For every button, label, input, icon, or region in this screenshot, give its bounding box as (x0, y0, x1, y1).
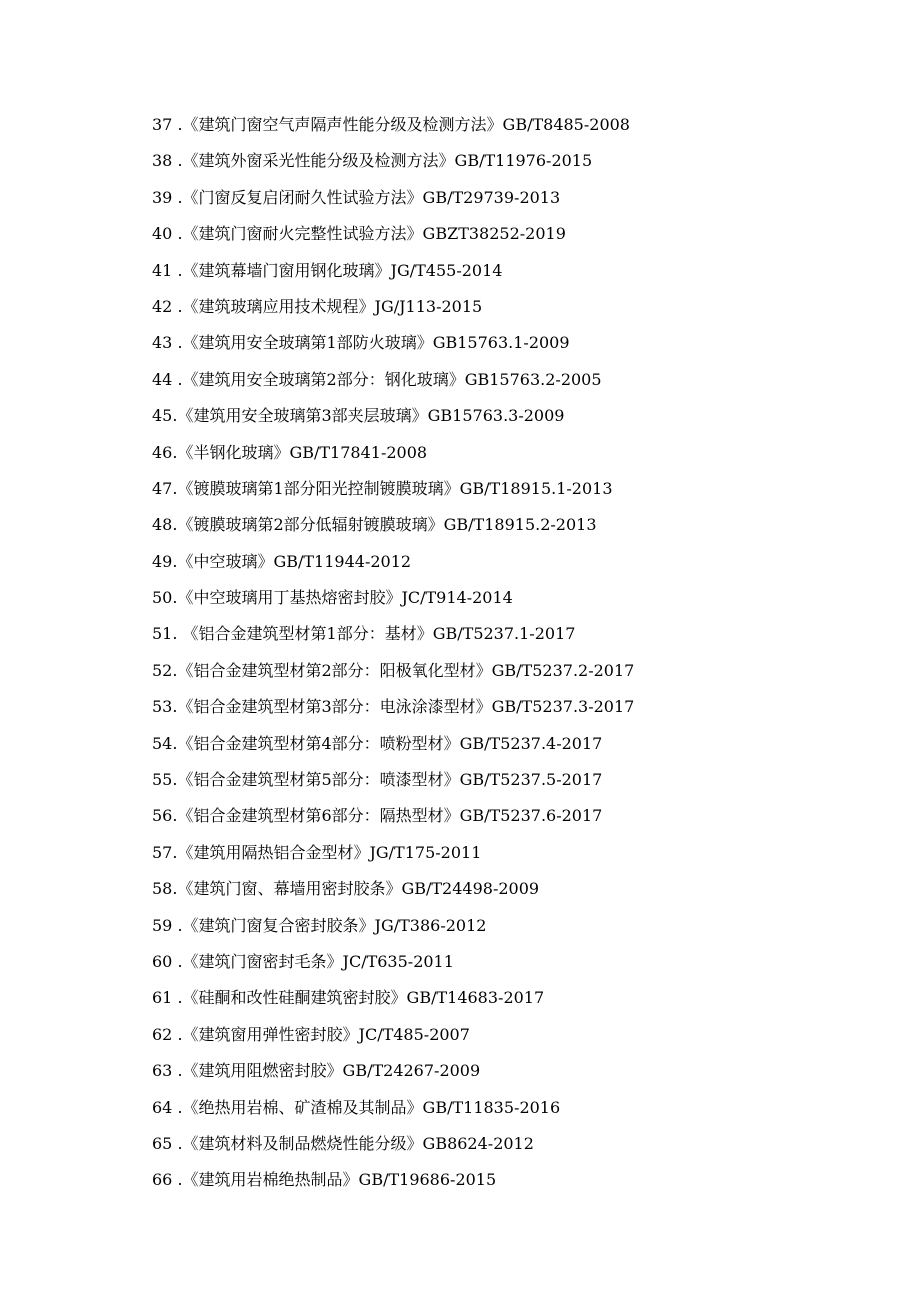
list-item: 56.《铝合金建筑型材第6部分：隔热型材》GB/T5237.6-2017 (152, 806, 603, 826)
list-item: 50.《中空玻璃用丁基热熔密封胶》JC/T914-2014 (152, 588, 513, 608)
list-item: 40 .《建筑门窗耐火完整性试验方法》GBZT38252-2019 (152, 224, 566, 244)
list-item: 66 .《建筑用岩棉绝热制品》GB/T19686-2015 (152, 1170, 497, 1190)
list-item: 45.《建筑用安全玻璃第3部夹层玻璃》GB15763.3-2009 (152, 406, 565, 426)
list-item: 55.《铝合金建筑型材第5部分：喷漆型材》GB/T5237.5-2017 (152, 770, 603, 790)
list-item: 39 .《门窗反复启闭耐久性试验方法》GB/T29739-2013 (152, 187, 561, 207)
standards-list (152, 113, 852, 1205)
list-item: 61 .《硅酮和改性硅酮建筑密封胶》GB/T14683-2017 (152, 988, 545, 1008)
list-item: 60 .《建筑门窗密封毛条》JC/T635-2011 (152, 951, 454, 971)
list-item: 42 .《建筑玻璃应用技术规程》JG/J113-2015 (152, 296, 483, 316)
list-item: 37 .《建筑门窗空气声隔声性能分级及检测方法》GB/T8485-2008 (152, 115, 630, 134)
list-item: 47.《镀膜玻璃第1部分阳光控制镀膜玻璃》GB/T18915.1-2013 (152, 478, 613, 498)
list-item: 54.《铝合金建筑型材第4部分：喷粉型材》GB/T5237.4-2017 (152, 733, 603, 753)
list-item: 58.《建筑门窗、幕墙用密封胶条》GB/T24498-2009 (152, 879, 540, 899)
list-item: 59 .《建筑门窗复合密封胶条》JG/T386-2012 (152, 915, 487, 935)
list-item: 62 .《建筑窗用弹性密封胶》JC/T485-2007 (152, 1024, 470, 1044)
list-item: 48.《镀膜玻璃第2部分低辐射镀膜玻璃》GB/T18915.2-2013 (152, 515, 597, 535)
list-item: 41 .《建筑幕墙门窗用钢化玻璃》JG/T455-2014 (152, 260, 503, 280)
list-item: 38 .《建筑外窗采光性能分级及检测方法》GB/T11976-2015 (152, 151, 593, 171)
list-item: 44 .《建筑用安全玻璃第2部分：钢化玻璃》GB15763.2-2005 (152, 369, 602, 389)
list-item: 57.《建筑用隔热铝合金型材》JG/T175-2011 (152, 842, 482, 862)
list-item: 51. 《铝合金建筑型材第1部分：基材》GB/T5237.1-2017 (152, 624, 576, 644)
list-item: 63 .《建筑用阻燃密封胶》GB/T24267-2009 (152, 1061, 481, 1081)
list-item: 43 .《建筑用安全玻璃第1部防火玻璃》GB15763.1-2009 (152, 333, 570, 353)
list-item: 52.《铝合金建筑型材第2部分：阳极氧化型材》GB/T5237.2-2017 (152, 660, 635, 680)
list-item: 46.《半钢化玻璃》GB/T17841-2008 (152, 442, 428, 462)
list-item: 65 .《建筑材料及制品燃烧性能分级》GB8624-2012 (152, 1133, 534, 1153)
list-item: 64 .《绝热用岩棉、矿渣棉及其制品》GB/T11835-2016 (152, 1097, 561, 1117)
list-item: 53.《铝合金建筑型材第3部分：电泳涂漆型材》GB/T5237.3-2017 (152, 697, 635, 717)
list-item: 49.《中空玻璃》GB/T11944-2012 (152, 551, 412, 571)
